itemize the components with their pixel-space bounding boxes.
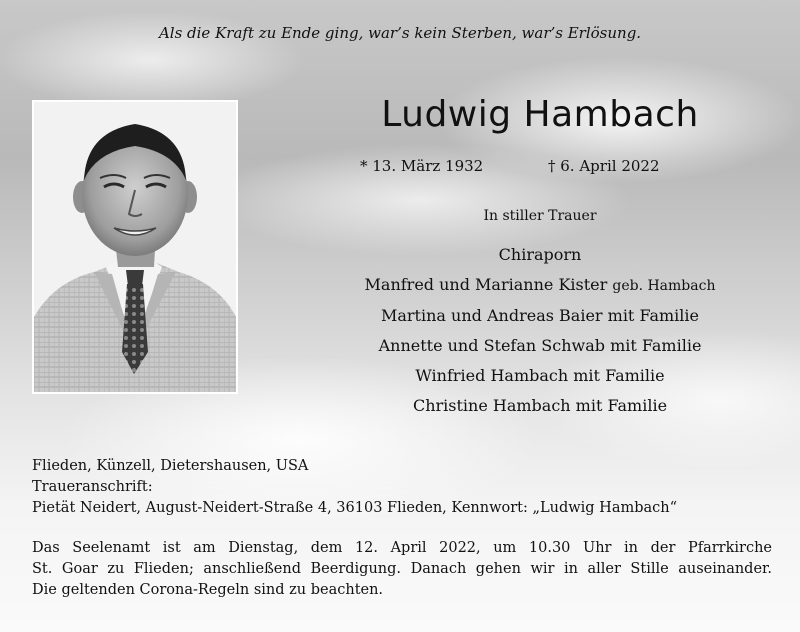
family-member-note: geb. Hambach [612,278,716,294]
family-member [270,331,800,361]
family-list [270,240,800,421]
family-member [270,391,800,421]
death-date: † 6. April 2022 [548,157,660,175]
motto-quote: Als die Kraft zu Ende ging, war’s kein Sterben, war’s Erlösung. [158,24,642,42]
family-member-name: Christine Hambach mit Familie [412,396,668,415]
service-info [32,538,772,601]
address-label: Traueranschrift: [32,479,153,495]
family-member-name: Manfred und Marianne Kister [364,275,608,294]
family-member-name: Chiraporn [498,245,582,264]
birth-date: * 13. März 1932 [360,157,484,175]
portrait-illustration [34,102,236,392]
service-line: St. Goar zu Flieden; anschließend Beerdigung. Danach gehen wir in aller Stille auseinander. [32,561,772,577]
service-line: Das Seelenamt ist am Dienstag, dem 12. April 2022, um 10.30 Uhr in der Pfarrkirche [32,540,772,556]
family-member [270,240,800,270]
mourning-phrase: In stiller Trauer [483,208,597,224]
family-member [270,361,800,391]
family-member [270,301,800,331]
portrait-photo [32,100,238,394]
mourning-address: Pietät Neidert, August-Neidert-Straße 4, 36103 Flieden, Kennwort: „Ludwig Hambach“ [32,500,678,516]
family-member [270,270,800,301]
family-member-name: Winfried Hambach mit Familie [415,366,665,385]
contact-block [32,456,772,519]
family-member-name: Annette und Stefan Schwab mit Familie [378,336,702,355]
locations-line: Flieden, Künzell, Dietershausen, USA [32,458,309,474]
service-line: Die geltenden Corona-Regeln sind zu beachten. [32,582,384,598]
family-member-name: Martina und Andreas Baier mit Familie [380,306,699,325]
deceased-name: Ludwig Hambach [381,94,699,135]
